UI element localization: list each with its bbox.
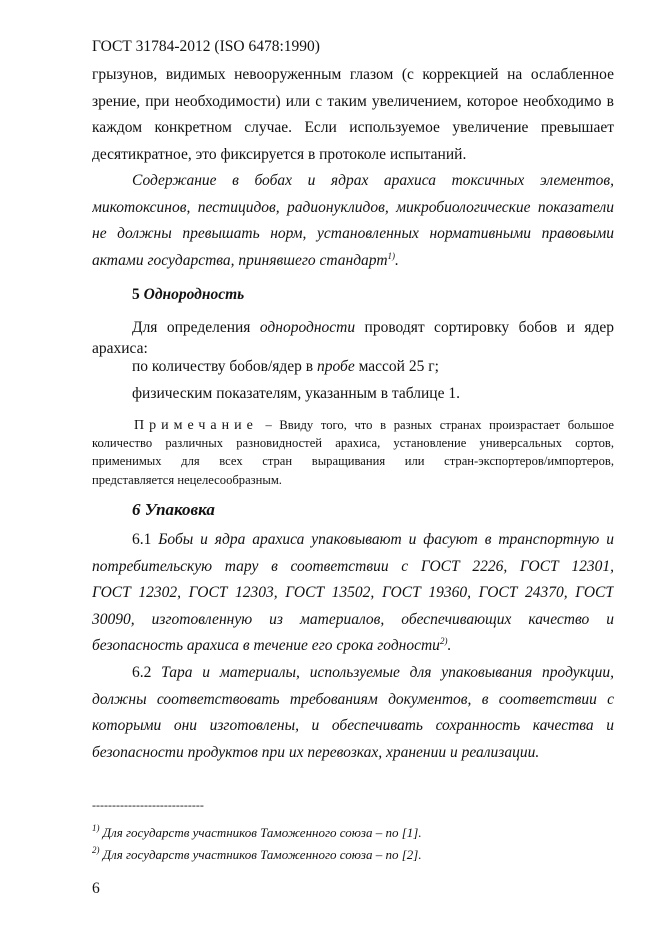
- note-block: [92, 416, 614, 489]
- text-line: представляется нецелесообразным.: [92, 472, 282, 487]
- text-segment: однородности: [259, 319, 356, 336]
- section-6-heading: 6 Упаковка: [132, 500, 215, 519]
- paragraph-6-2: [92, 660, 614, 766]
- note-label: Примечание: [134, 418, 258, 433]
- text-line: не должны превышать норм, установленных нормативными правовыми: [92, 225, 614, 243]
- section-title: Однородность: [143, 286, 245, 303]
- text-line: потребительскую тару в соответствии с ГОСТ 2226, ГОСТ 12301,: [92, 557, 614, 575]
- text-segment: Для определения: [132, 319, 260, 336]
- text-line: применимых для всех стран выращивания или стран-экспортеров/импортеров,: [92, 454, 614, 469]
- text-segment: – Ввиду того, что в разных странах произрастает большое: [257, 418, 614, 432]
- footnote-text: Для государств участников Таможенного союза – по [1].: [99, 825, 422, 840]
- footnote-mark: 1): [92, 823, 100, 833]
- paragraph-1: [92, 62, 614, 168]
- text-line: ГОСТ 12302, ГОСТ 12303, ГОСТ 13502, ГОСТ 19360, ГОСТ 24370, ГОСТ: [92, 584, 614, 602]
- text-line: зрение, при необходимости) или с таким увеличением, которое необходимо в: [92, 92, 614, 110]
- section-number: 5: [132, 286, 140, 303]
- text-line: [92, 527, 614, 554]
- footnote-2: [92, 847, 422, 863]
- text-line: [92, 416, 614, 434]
- text-line: безопасности продуктов при их перевозках, хранении и реализации.: [92, 743, 540, 761]
- text-segment: массой 25 г;: [354, 358, 439, 375]
- text-segment: проводят сортировку бобов и ядер: [355, 319, 614, 336]
- footnote-separator: ----------------------------: [92, 798, 204, 812]
- text-line: количество различных разновидностей арахиса, установление универсальных сортов,: [92, 436, 614, 451]
- list-item: [92, 354, 614, 381]
- footnote-1: [92, 825, 422, 841]
- text-line: [92, 248, 614, 275]
- footnote-ref: 1): [387, 250, 396, 261]
- section-5-heading: [132, 286, 244, 304]
- text-segment: Тара и материалы, используемые для упаковывания продукции,: [151, 664, 614, 681]
- footnote-mark: 2): [92, 845, 100, 855]
- clause-number: 6.1: [132, 531, 152, 548]
- criteria-list: [92, 354, 614, 407]
- text-line: [92, 633, 614, 660]
- text-line: десятикратное, это фиксируется в протоколе испытаний.: [92, 145, 467, 163]
- text-line: должны соответствовать требованиям документов, в соответствии с: [92, 690, 614, 708]
- text-segment: .: [395, 251, 399, 269]
- footnote-text: Для государств участников Таможенного союза – по [2].: [99, 847, 422, 862]
- page-number: 6: [92, 880, 100, 897]
- text-segment: безопасность арахиса в течение его срока годности: [92, 637, 440, 655]
- text-segment: пробе: [316, 358, 355, 375]
- list-item: физическим показателям, указанным в таблице 1.: [132, 384, 460, 402]
- text-segment: Бобы и ядра арахиса упаковывают и фасуют в транспортную и: [151, 531, 614, 548]
- clause-number: 6.2: [132, 664, 152, 681]
- text-line: которыми они изготовлены, и обеспечивать сохранность качества и: [92, 717, 614, 735]
- text-segment: по количеству бобов/ядер в: [132, 358, 317, 375]
- footnote-ref: 2): [439, 636, 448, 647]
- text-segment: актами государства, принявшего стандарт: [92, 251, 388, 269]
- document-header: ГОСТ 31784-2012 (ISO 6478:1990): [92, 38, 320, 55]
- text-line: микотоксинов, пестицидов, радионуклидов, микробиологические показатели: [92, 198, 614, 216]
- paragraph-6-1: [92, 527, 614, 660]
- paragraph-2: [92, 168, 614, 274]
- text-line: грызунов, видимых невооруженным глазом (с коррекцией на ослабленное: [92, 66, 614, 83]
- text-line: [92, 660, 614, 687]
- text-line: [92, 315, 614, 342]
- text-segment: .: [447, 637, 452, 655]
- text-line: 30090, изготовленную из материалов, обеспечивающих качество и: [92, 610, 614, 628]
- text-line: Содержание в бобах и ядрах арахиса токсичных элементов,: [132, 172, 614, 189]
- text-line: арахиса:: [92, 339, 148, 357]
- text-line: каждом конкретном случае. Если используемое увеличение превышает: [92, 119, 614, 137]
